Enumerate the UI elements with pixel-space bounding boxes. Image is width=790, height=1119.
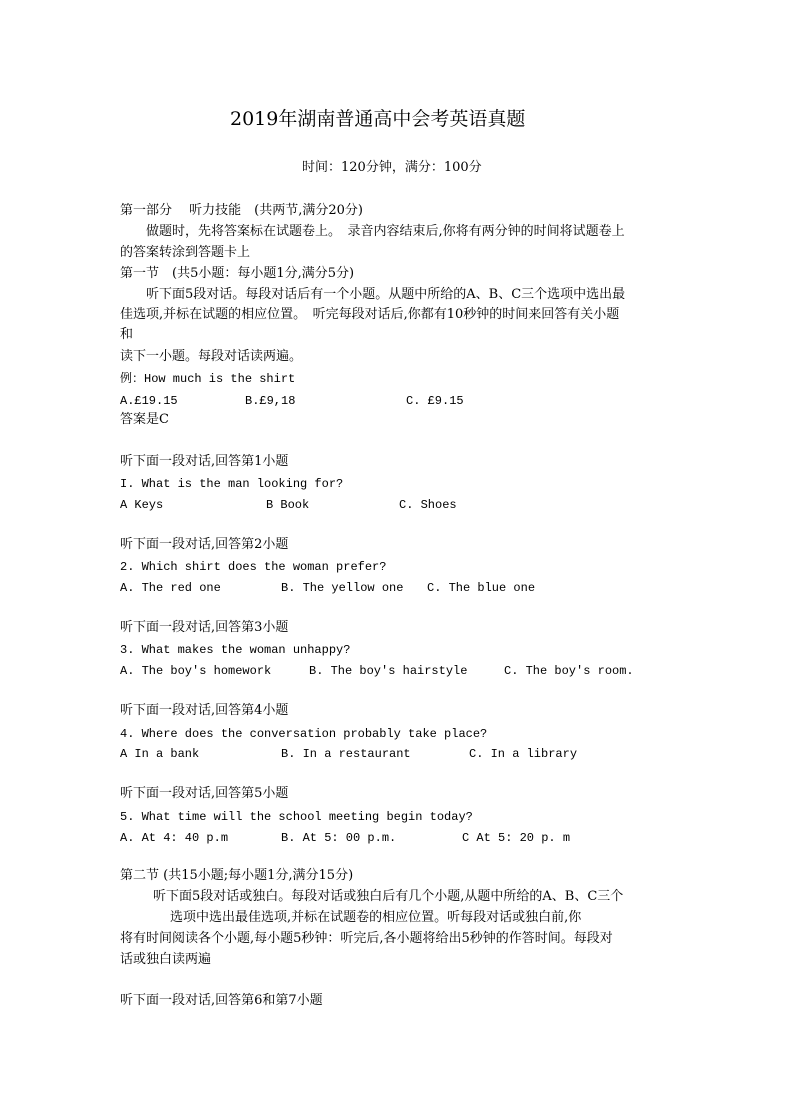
question-3-option-a: A. The boy's homework — [120, 664, 272, 678]
section2-instr-line2: 选项中选出最佳选项,并标在试题卷的相应位置。听每段对话或独白前,你 — [170, 910, 582, 925]
question-2-option-c: C. The blue one — [427, 581, 536, 595]
section2-instr-line1: 听下面5段对话或独白。每段对话或独白后有几个小题,从题中所给的A、B、C三个 — [153, 889, 624, 904]
section2-instr-line3: 将有时间阅读各个小题,每小题5秒钟：听完后,各小题将给出5秒钟的作答时间。每段对 — [120, 931, 613, 946]
section2-instr-line4: 话或独白读两遍 — [120, 952, 212, 967]
question-2-prompt: 听下面一段对话,回答第2小题 — [120, 537, 289, 552]
question-1-prompt: 听下面一段对话,回答第1小题 — [120, 454, 289, 469]
example-option-b: B.£9,18 — [245, 394, 296, 408]
section2-heading: 第二节 (共15小题;每小题1分,满分15分) — [120, 868, 354, 883]
page-title: 2019年湖南普通高中会考英语真题 — [230, 108, 526, 130]
section1-heading: 第一节 (共5小题：每小题1分,满分5分) — [120, 266, 355, 281]
question-3-option-c: C. The boy's room. — [504, 664, 634, 678]
question-3-option-b: B. The boy's hairstyle — [309, 664, 468, 678]
question-2-option-a: A. The red one — [120, 581, 221, 595]
question-2-option-b: B. The yellow one — [281, 581, 404, 595]
question-1-text: I. What is the man looking for? — [120, 477, 344, 491]
question-1-option-a: A Keys — [120, 498, 164, 512]
question-3-text: 3. What makes the woman unhappy? — [120, 643, 351, 657]
question-4-option-c: C. In a library — [469, 747, 578, 761]
example-option-c: C. £9.15 — [406, 394, 464, 408]
exam-time-info: 时间：120分钟，满分：100分 — [302, 160, 482, 175]
question-3-prompt: 听下面一段对话,回答第3小题 — [120, 620, 289, 635]
question-4-text: 4. Where does the conversation probably take place? — [120, 727, 488, 741]
example-option-a: A.£19.15 — [120, 394, 178, 408]
next-dialogue-prompt: 听下面一段对话,回答第6和第7小题 — [120, 993, 323, 1008]
question-5-text: 5. What time will the school meeting begin today? — [120, 810, 473, 824]
section1-instr-line2: 佳选项,并标在试题的相应位置。 听完每段对话后,你都有10秒钟的时间来回答有关小题 — [120, 307, 620, 322]
question-4-option-b: B. In a restaurant — [281, 747, 411, 761]
question-5-option-a: A. At 4: 40 p.m — [120, 831, 229, 845]
section1-instr-line1: 听下面5段对话。每段对话后有一个小题。从题中所给的A、B、C三个选项中选出最 — [146, 287, 626, 302]
example-answer: 答案是C — [120, 412, 169, 427]
question-4-option-a: A In a bank — [120, 747, 200, 761]
part1-heading: 第一部分 听力技能 (共两节,满分20分) — [120, 203, 363, 218]
question-2-text: 2. Which shirt does the woman prefer? — [120, 560, 387, 574]
question-5-option-b: B. At 5: 00 p.m. — [281, 831, 397, 845]
question-4-prompt: 听下面一段对话,回答第4小题 — [120, 703, 289, 718]
example-question: 例：How much is the shirt — [120, 372, 296, 386]
question-1-option-c: C. Shoes — [399, 498, 457, 512]
part1-intro-line2: 的答案转涂到答题卡上 — [120, 245, 251, 260]
question-5-option-c: C At 5: 20 p. m — [462, 831, 571, 845]
question-5-prompt: 听下面一段对话,回答第5小题 — [120, 786, 289, 801]
section1-instr-line4: 读下一小题。每段对话读两遍。 — [120, 349, 303, 364]
question-1-option-b: B Book — [266, 498, 310, 512]
part1-intro-line1: 做题时，先将答案标在试题卷上。 录音内容结束后,你将有两分钟的时间将试题卷上 — [146, 224, 625, 239]
section1-instr-line3: 和 — [120, 327, 134, 342]
